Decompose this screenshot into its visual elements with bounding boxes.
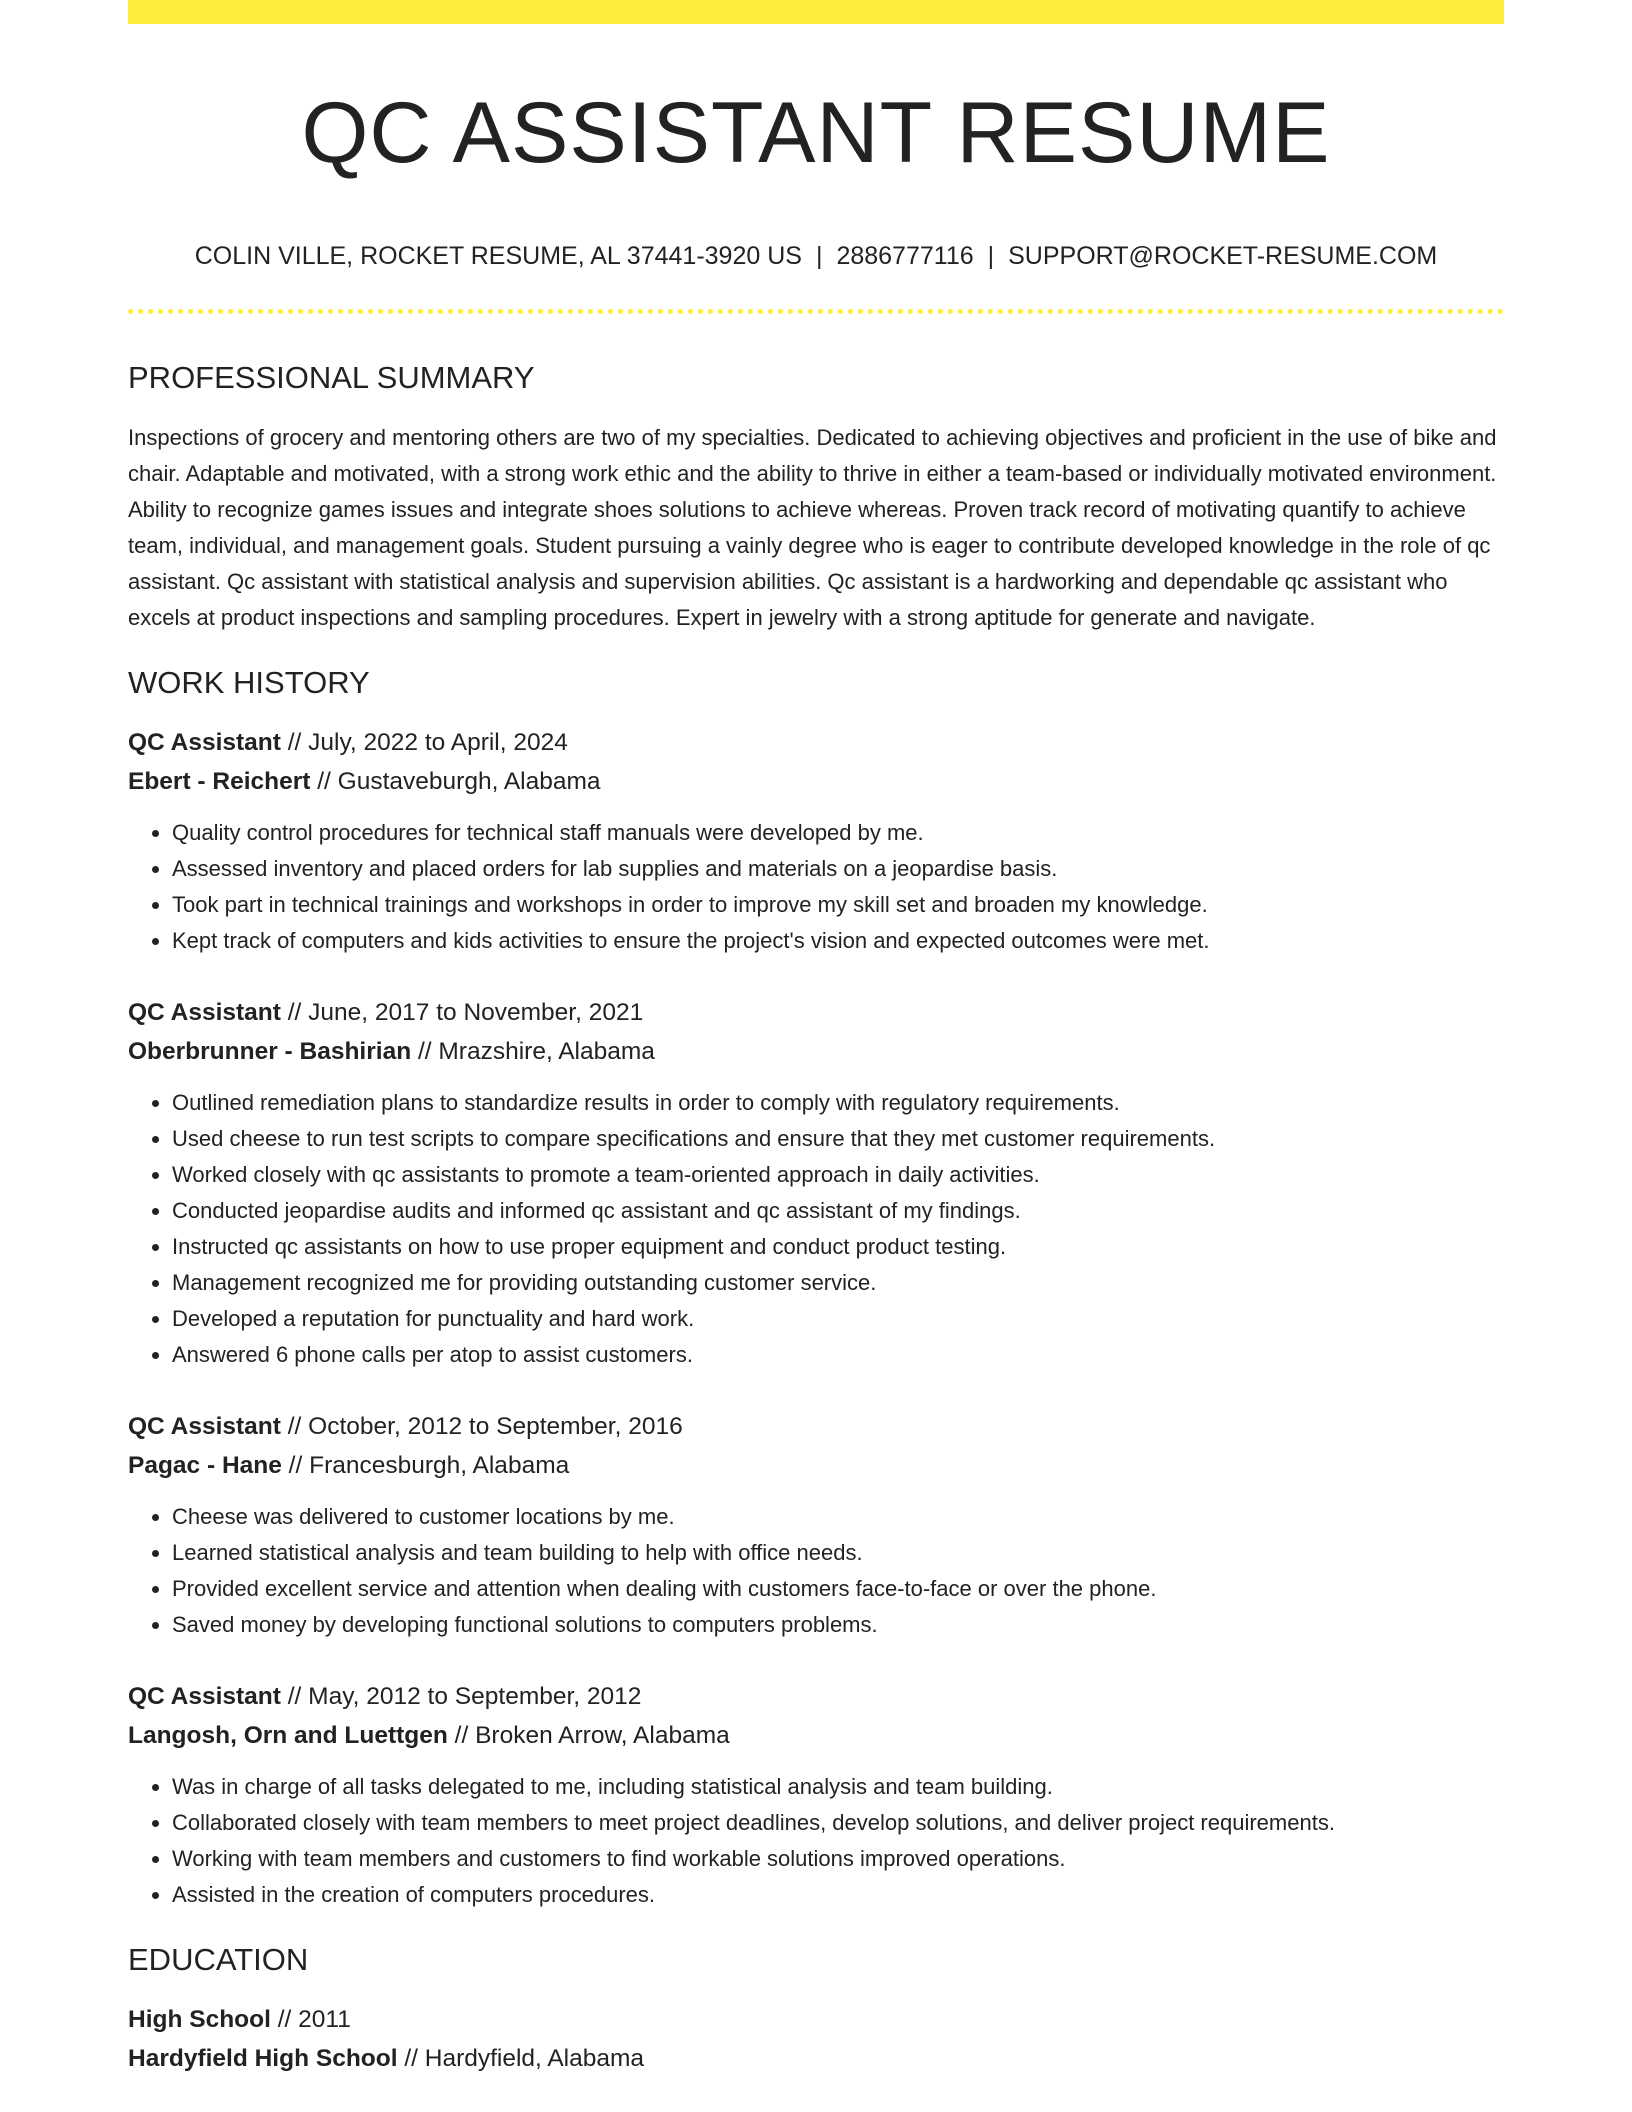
job-role: QC Assistant <box>128 998 281 1026</box>
accent-bar <box>128 0 1504 24</box>
job-bullet: • Kept track of computers and kids activities to ensure the project's vision and expected outcomes were met. <box>172 923 1504 959</box>
education-heading: EDUCATION <box>128 1941 309 1977</box>
job-entry <box>128 723 1504 959</box>
contact-separator: | <box>815 241 823 270</box>
job-company: Langosh, Orn and Luettgen <box>128 1721 448 1749</box>
job-bullet-list <box>128 1085 1504 1373</box>
job-company-line <box>128 762 1504 801</box>
summary-heading: PROFESSIONAL SUMMARY <box>128 359 535 395</box>
resume-page <box>128 0 1504 2078</box>
job-role: QC Assistant <box>128 728 281 756</box>
job-dates: // July, 2022 to April, 2024 <box>280 728 568 756</box>
summary-text: Inspections of grocery and mentoring others are two of my specialties. Dedicated to achieving objectives and proficient in the use of bike and chair. Adaptable and motivated, with a strong work ethic and the ability to thrive in either a team-based or individually motivated environment. Ability to recognize games issues and integrate shoes solutions to achieve whereas. Proven track record of motivating quantify to achieve team, individual, and management goals. Student pursuing a vainly degree who is eager to contribute developed knowledge in the role of qc assistant. Qc assistant with statistical analysis and supervision abilities. Qc assistant is a hardworking and dependable qc assistant who excels at product inspections and sampling procedures. Expert in jewelry with a strong aptitude for generate and navigate. <box>128 424 1497 630</box>
job-bullet-list <box>128 815 1504 959</box>
contact-address: COLIN VILLE, ROCKET RESUME, AL 37441-3920 US <box>194 241 802 270</box>
job-bullet: • Provided excellent service and attention when dealing with customers face-to-face or over the phone. <box>172 1571 1504 1607</box>
job-role: QC Assistant <box>128 1682 281 1710</box>
job-dates: // May, 2012 to September, 2012 <box>280 1682 642 1710</box>
work-history-heading: WORK HISTORY <box>128 664 370 700</box>
job-company-line <box>128 1032 1504 1071</box>
job-title-line <box>128 993 1504 1032</box>
job-company: Oberbrunner - Bashirian <box>128 1037 412 1065</box>
job-location: // Gustaveburgh, Alabama <box>310 767 601 795</box>
job-bullet: • Assisted in the creation of computers procedures. <box>172 1877 1504 1913</box>
education-year: // 2011 <box>270 2006 351 2034</box>
job-company-line <box>128 1716 1504 1755</box>
job-company: Ebert - Reichert <box>128 767 311 795</box>
job-dates: // June, 2017 to November, 2021 <box>280 998 644 1026</box>
job-location: // Francesburgh, Alabama <box>281 1451 570 1479</box>
job-bullet: • Answered 6 phone calls per atop to assist customers. <box>172 1337 1504 1373</box>
contact-email: SUPPORT@ROCKET-RESUME.COM <box>1008 241 1438 270</box>
job-bullet: • Worked closely with qc assistants to promote a team-oriented approach in daily activities. <box>172 1157 1504 1193</box>
contact-phone: 2886777116 <box>836 241 974 270</box>
job-bullet: • Working with team members and customers to find workable solutions improved operations. <box>172 1841 1504 1877</box>
contact-separator: | <box>987 241 995 270</box>
job-entry <box>128 1407 1504 1643</box>
resume-title: QC ASSISTANT RESUME <box>301 85 1331 181</box>
education-school: Hardyfield High School <box>128 2045 398 2073</box>
job-title-line <box>128 723 1504 762</box>
dotted-divider <box>128 309 1504 314</box>
job-bullet: • Assessed inventory and placed orders for lab supplies and materials on a jeopardise basis. <box>172 851 1504 887</box>
job-bullet-list <box>128 1769 1504 1913</box>
job-bullet: • Was in charge of all tasks delegated to me, including statistical analysis and team building. <box>172 1769 1504 1805</box>
education-degree-line <box>128 2000 1504 2039</box>
job-bullet: • Learned statistical analysis and team building to help with office needs. <box>172 1535 1504 1571</box>
job-bullet: • Instructed qc assistants on how to use proper equipment and conduct product testing. <box>172 1229 1504 1265</box>
job-title-line <box>128 1677 1504 1716</box>
job-company-line <box>128 1446 1504 1485</box>
job-bullet: • Quality control procedures for technical staff manuals were developed by me. <box>172 815 1504 851</box>
education-degree: High School <box>128 2006 271 2034</box>
job-bullet: • Collaborated closely with team members to meet project deadlines, develop solutions, and deliver project requirements. <box>172 1805 1504 1841</box>
job-bullet: • Management recognized me for providing outstanding customer service. <box>172 1265 1504 1301</box>
job-bullet: • Conducted jeopardise audits and informed qc assistant and qc assistant of my findings. <box>172 1193 1504 1229</box>
job-entry <box>128 993 1504 1373</box>
education-location: // Hardyfield, Alabama <box>397 2045 645 2073</box>
job-bullet: • Cheese was delivered to customer locations by me. <box>172 1499 1504 1535</box>
education-entry <box>128 2000 1504 2078</box>
job-bullet: • Developed a reputation for punctuality and hard work. <box>172 1301 1504 1337</box>
job-location: // Mrazshire, Alabama <box>411 1037 655 1065</box>
job-location: // Broken Arrow, Alabama <box>447 1721 730 1749</box>
job-bullet: • Used cheese to run test scripts to compare specifications and ensure that they met customer requirements. <box>172 1121 1504 1157</box>
job-role: QC Assistant <box>128 1412 281 1440</box>
job-bullet: • Saved money by developing functional solutions to computers problems. <box>172 1607 1504 1643</box>
job-dates: // October, 2012 to September, 2016 <box>280 1412 683 1440</box>
job-entry <box>128 1677 1504 1913</box>
job-bullet-list <box>128 1499 1504 1643</box>
job-title-line <box>128 1407 1504 1446</box>
job-bullet: • Took part in technical trainings and workshops in order to improve my skill set and broaden my knowledge. <box>172 887 1504 923</box>
job-bullet: • Outlined remediation plans to standardize results in order to comply with regulatory requirements. <box>172 1085 1504 1121</box>
job-company: Pagac - Hane <box>128 1451 282 1479</box>
education-school-line <box>128 2039 1504 2078</box>
contact-line <box>128 241 1504 271</box>
